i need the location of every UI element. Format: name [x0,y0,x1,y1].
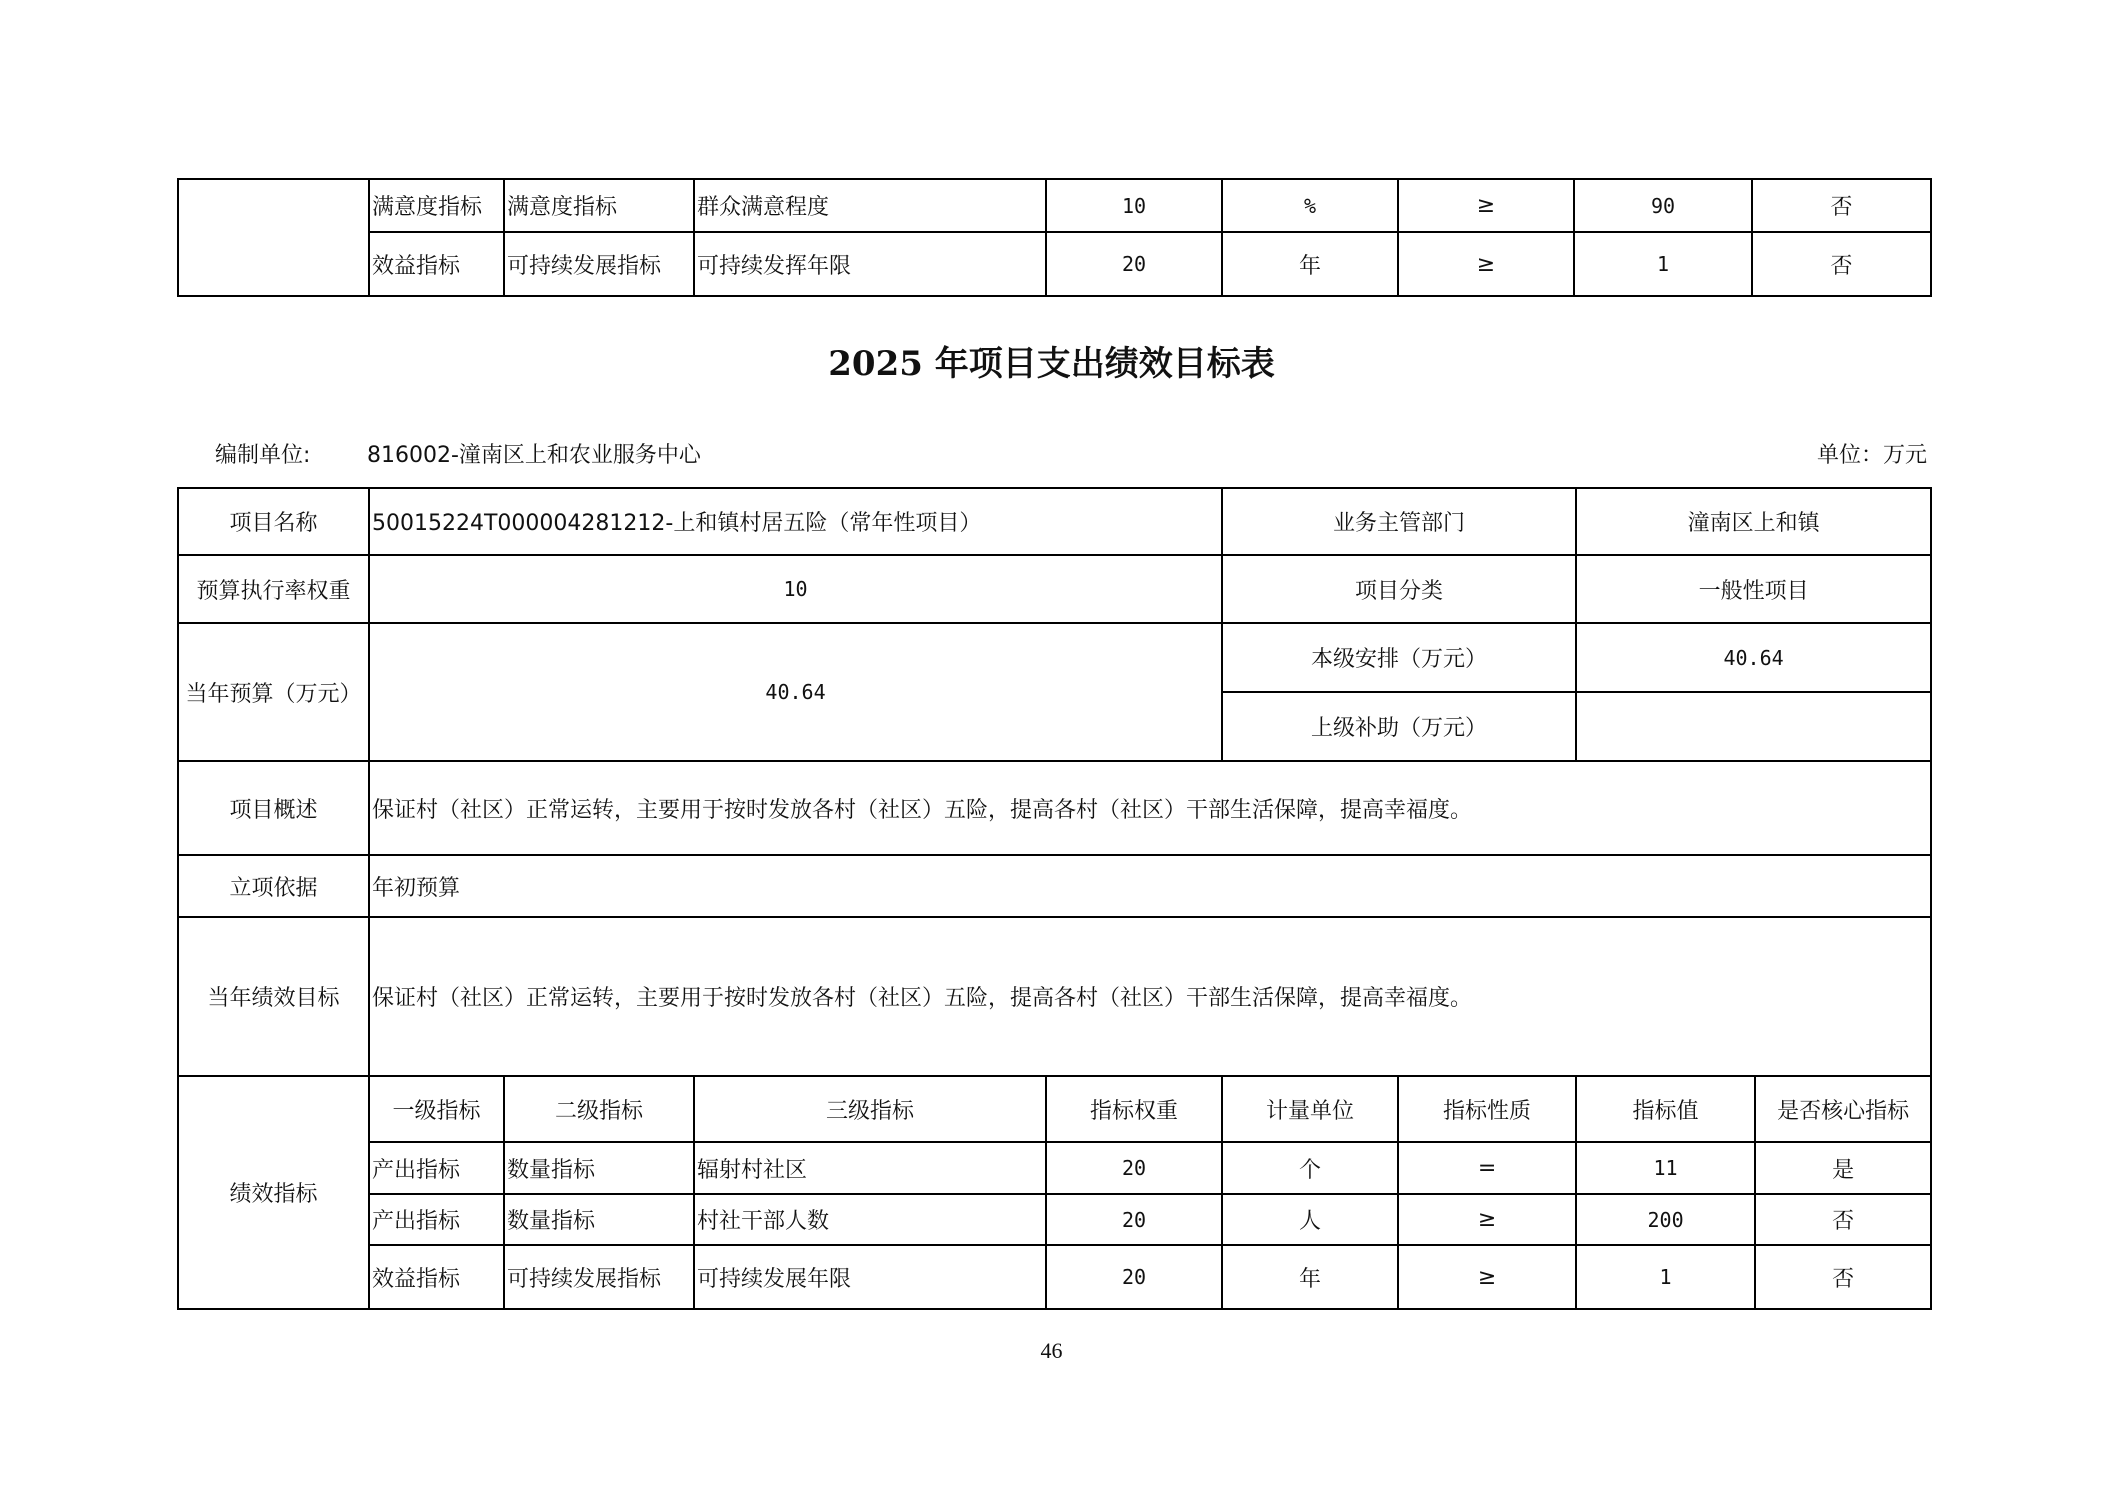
level3-cell: 村社干部人数 [694,1194,1046,1245]
table-row [178,1245,1931,1309]
header-level1: 一级指标 [369,1076,504,1142]
weight-cell: 20 [1046,1194,1222,1245]
level3-cell: 可持续发展年限 [694,1245,1046,1309]
core-cell: 否 [1752,232,1931,296]
level2-cell: 可持续发展指标 [504,232,694,296]
project-name-label: 项目名称 [178,488,369,555]
value-cell: 11 [1576,1142,1755,1194]
value-cell: 1 [1574,232,1752,296]
header-weight: 指标权重 [1046,1076,1222,1142]
level1-cell: 产出指标 [369,1194,504,1245]
weight-cell: 20 [1046,1245,1222,1309]
dept-label: 业务主管部门 [1222,488,1576,555]
superior-label: 上级补助（万元） [1222,692,1576,761]
core-cell: 否 [1752,179,1931,232]
category-value: 一般性项目 [1576,555,1931,623]
unit-cell: 年 [1222,1245,1398,1309]
table-row [178,1142,1931,1194]
header-nature: 指标性质 [1398,1076,1576,1142]
table-row [178,761,1931,855]
superior-value [1576,692,1931,761]
compiler-label: 编制单位: [215,443,311,468]
weight-cell: 20 [1046,232,1222,296]
unit-cell: 人 [1222,1194,1398,1245]
exec-rate-value: 10 [369,555,1222,623]
weight-cell: 20 [1046,1142,1222,1194]
goal-value: 保证村（社区）正常运转，主要用于按时发放各村（社区）五险，提高各村（社区）干部生活保障，提高幸福度。 [369,917,1931,1076]
level3-cell: 群众满意程度 [694,179,1046,232]
nature-cell: ≥ [1398,1245,1576,1309]
core-cell: 是 [1755,1142,1931,1194]
value-cell: 200 [1576,1194,1755,1245]
category-label: 项目分类 [1222,555,1576,623]
level1-cell: 效益指标 [369,1245,504,1309]
nature-cell: ≥ [1398,1194,1576,1245]
basis-label: 立项依据 [178,855,369,917]
local-label: 本级安排（万元） [1222,623,1576,692]
table-row [178,1194,1931,1245]
budget-label: 当年预算（万元） [178,623,369,761]
nature-cell: ≥ [1398,179,1574,232]
level3-cell: 可持续发挥年限 [694,232,1046,296]
nature-cell: = [1398,1142,1576,1194]
table-row [178,855,1931,917]
header-level3: 三级指标 [694,1076,1046,1142]
core-cell: 否 [1755,1245,1931,1309]
unit-cell: 个 [1222,1142,1398,1194]
table-row [178,1076,1931,1142]
level1-cell: 效益指标 [369,232,504,296]
header-core: 是否核心指标 [1755,1076,1931,1142]
performance-target-table [177,487,1932,1310]
unit-cell: 年 [1222,232,1398,296]
table-row [178,917,1931,1076]
table-row [178,623,1931,692]
value-cell: 1 [1576,1245,1755,1309]
basis-value: 年初预算 [369,855,1931,917]
unit-cell: % [1222,179,1398,232]
level1-cell: 满意度指标 [369,179,504,232]
page-number: 46 [1040,1338,1063,1363]
dept-value: 潼南区上和镇 [1576,488,1931,555]
compiler-value: 816002-潼南区上和农业服务中心 [367,443,701,468]
level1-cell: 产出指标 [369,1142,504,1194]
goal-label: 当年绩效目标 [178,917,369,1076]
page-title: 2025 年项目支出绩效目标表 [828,344,1275,384]
table-row [178,179,1931,232]
level3-cell: 辐射村社区 [694,1142,1046,1194]
exec-rate-label: 预算执行率权重 [178,555,369,623]
level2-cell: 满意度指标 [504,179,694,232]
level2-cell: 可持续发展指标 [504,1245,694,1309]
table-row [178,555,1931,623]
header-unit: 计量单位 [1222,1076,1398,1142]
header-value: 指标值 [1576,1076,1755,1142]
header-level2: 二级指标 [504,1076,694,1142]
nature-cell: ≥ [1398,232,1574,296]
budget-value: 40.64 [369,623,1222,761]
local-value: 40.64 [1576,623,1931,692]
overview-label: 项目概述 [178,761,369,855]
indicators-label: 绩效指标 [178,1076,369,1309]
weight-cell: 10 [1046,179,1222,232]
overview-value: 保证村（社区）正常运转，主要用于按时发放各村（社区）五险，提高各村（社区）干部生活保障，提高幸福度。 [369,761,1931,855]
blank-cell [178,179,369,296]
table-row [178,488,1931,555]
level2-cell: 数量指标 [504,1142,694,1194]
table-row [178,232,1931,296]
project-name-value: 50015224T000004281212-上和镇村居五险（常年性项目） [369,488,1222,555]
previous-indicator-table [177,178,1932,297]
value-cell: 90 [1574,179,1752,232]
core-cell: 否 [1755,1194,1931,1245]
level2-cell: 数量指标 [504,1194,694,1245]
unit-label: 单位：万元 [1816,443,1927,468]
